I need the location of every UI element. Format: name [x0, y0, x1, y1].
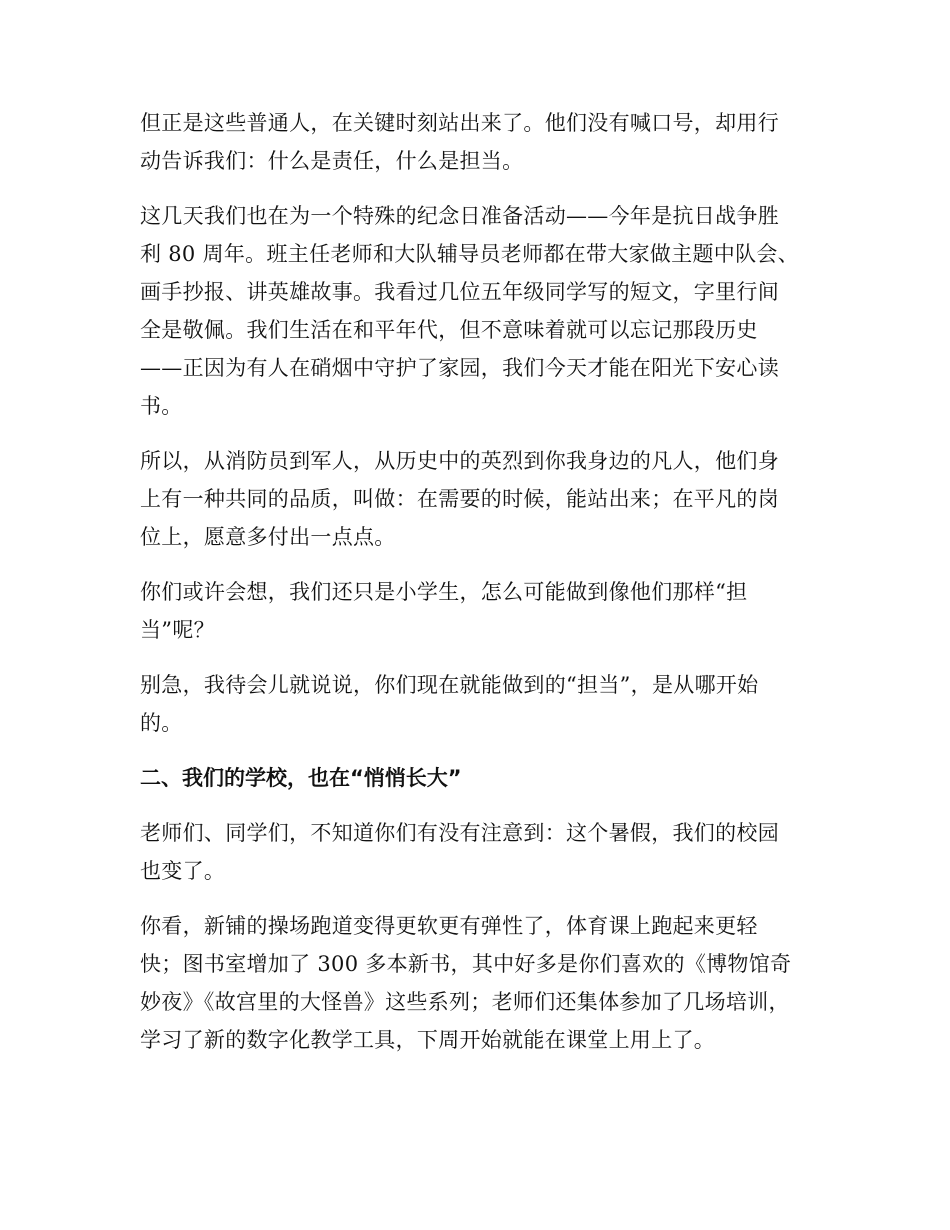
paragraph-shared-quality: 所以，从消防员到军人，从历史中的英烈到你我身边的凡人，他们身上有一种共同的品质，叫做：在需要的时候，能站出来；在平凡的岗位上，愿意多付出一点点。: [140, 449, 779, 549]
paragraph-students-question: 你们或许会想，我们还只是小学生，怎么可能做到像他们那样“担当”呢？: [140, 580, 748, 642]
paragraph-anniversary: 这几天我们也在为一个特殊的纪念日准备活动——今年是抗日战争胜利 80 周年。班主任老师和大队辅导员老师都在带大家做主题中队会、画手抄报、讲英雄故事。我看过几位五年级同学写的短文，字里行间全是敬佩。我们生活在和平年代，但不意味着就可以忘记那段历史——正因为有人在硝烟中守护了家园，我们今天才能在阳光下安心读书。: [140, 204, 799, 418]
paragraph-campus-changed: 老师们、同学们，不知道你们有没有注意到：这个暑假，我们的校园也变了。: [140, 821, 779, 883]
paragraph-dont-worry: 别急，我待会儿就说说，你们现在就能做到的“担当”，是从哪开始的。: [140, 673, 759, 735]
section-heading: 二、我们的学校，也在“悄悄长大”: [140, 766, 462, 790]
paragraph-ordinary-people: 但正是这些普通人，在关键时刻站出来了。他们没有喊口号，却用行动告诉我们：什么是责任，什么是担当。: [140, 111, 779, 173]
paragraph-campus-improvements: 你看，新铺的操场跑道变得更软更有弹性了，体育课上跑起来更轻快；图书室增加了 300 多本新书，其中好多是你们喜欢的《博物馆奇妙夜》《故宫里的大怪兽》这些系列；老师们还集体参加了几场培训，学习了新的数字化教学工具，下周开始就能在课堂上用上了。: [140, 914, 792, 1052]
document-page: [140, 104, 800, 1076]
